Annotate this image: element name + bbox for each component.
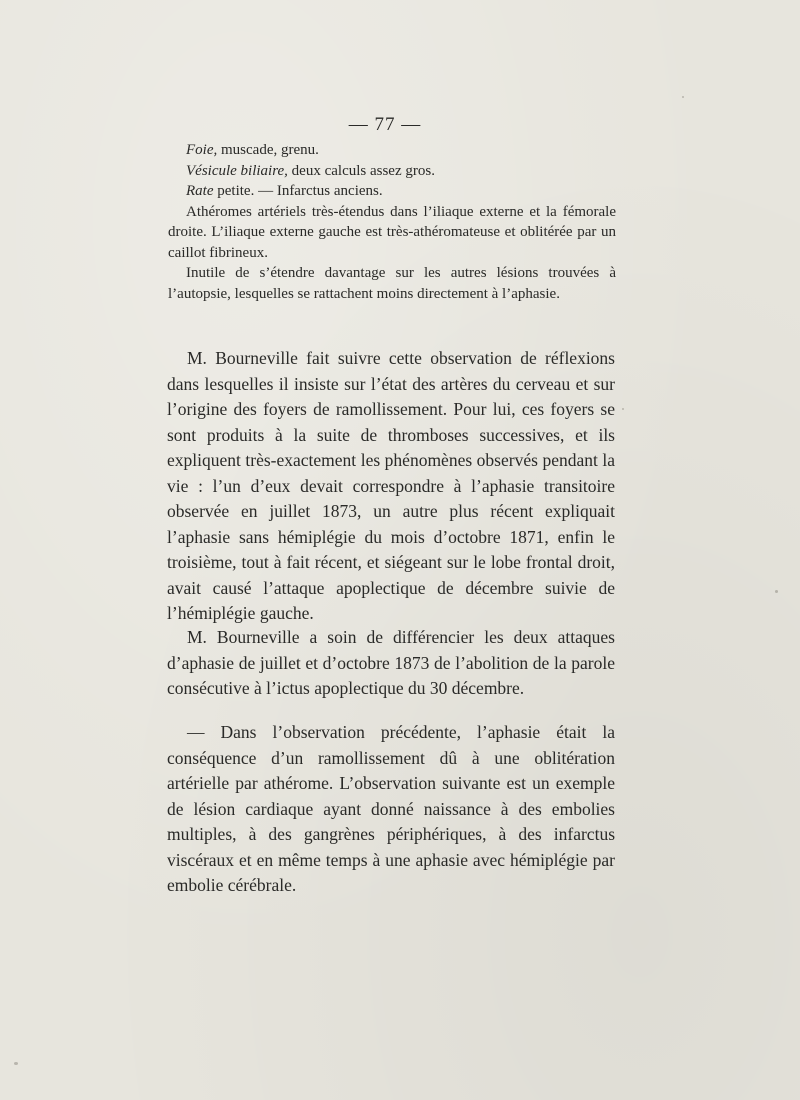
note-line xyxy=(168,140,616,161)
note-line xyxy=(168,161,616,182)
note-line xyxy=(168,181,616,202)
body-paragraph xyxy=(167,346,615,627)
paper-speck xyxy=(682,96,684,98)
paragraph-text: M. Bourneville fait suivre cette observation de réflexions dans lesquelles il insiste sur l’état des artères du cerveau et sur l’origine des foyers de ramollissement. Pour lui, ces foyers se sont produits à la suite de thromboses successives, et ils expliquent très-exactement les phénomènes observés pendant la vie : l’un d’eux devait correspondre à l’aphasie transitoire observée en juillet 1873, un autre plus récent expliquait l’aphasie sans hémiplégie du mois d’octobre 1871, enfin le troisième, tout à fait récent, et siégeant sur le lobe frontal droit, avait causé l’attaque apoplectique de décembre suivie de l’hémiplégie gauche. xyxy=(167,348,615,623)
autopsy-notes xyxy=(168,140,616,304)
body-paragraph xyxy=(167,720,615,899)
note-text: petite. — Infarctus anciens. xyxy=(213,183,383,199)
paragraph-text: — Dans l’observation précédente, l’aphasie était la conséquence d’un ramollissement dû à une oblitération artérielle par athérome. L’observation suivante est un exemple de lésion cardiaque ayant donné naissance à des embolies multiples, à des gangrènes périphériques, à des infarctus viscéraux et en même temps à une aphasie avec hémiplégie par embolie cérébrale. xyxy=(167,722,615,895)
note-term: Rate xyxy=(186,183,214,199)
page-number: — 77 — xyxy=(348,114,422,135)
note-text: deux calculs assez gros. xyxy=(287,162,435,179)
note-line xyxy=(168,263,616,304)
note-term: Foie, xyxy=(186,142,218,158)
note-term: Vésicule biliaire, xyxy=(186,162,288,179)
paper-speck xyxy=(622,408,624,410)
note-text: muscade, grenu. xyxy=(217,142,319,158)
paper-speck xyxy=(775,590,778,593)
paper-speck xyxy=(14,1062,18,1065)
paragraph-text: M. Bourneville a soin de différencier les deux attaques d’aphasie de juillet et d’octobre 1873 de l’abolition de la parole consécutive à l’ictus apoplectique du 30 décembre. xyxy=(167,627,615,698)
note-text: Inutile de s’étendre davantage sur les autres lésions trouvées à l’autopsie, lesquelles se rattachent moins directement à l’aphasie. xyxy=(168,265,616,302)
body-paragraph xyxy=(167,625,615,702)
note-line xyxy=(168,202,616,264)
note-text: Athéromes artériels très-étendus dans l’iliaque externe et la fémorale droite. L’iliaque externe gauche est très-athéromateuse et oblitérée par un caillot fibrineux. xyxy=(168,203,616,261)
